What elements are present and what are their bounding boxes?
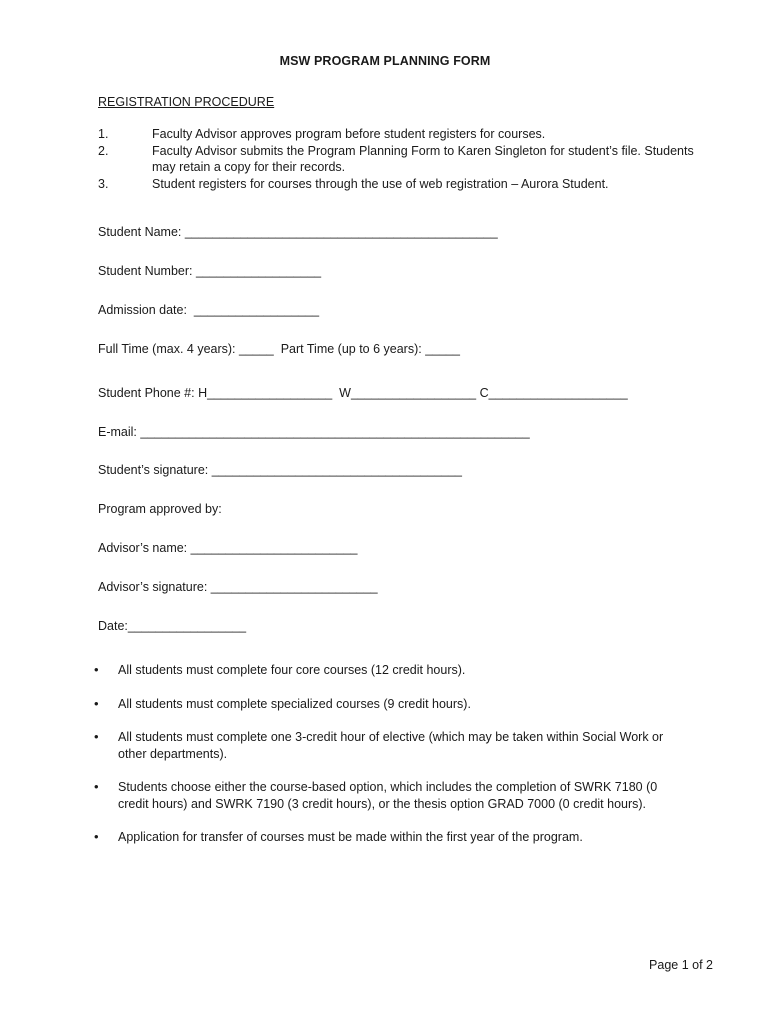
admission-date-field[interactable]: Admission date: __________________ <box>98 303 320 317</box>
registration-step <box>98 143 718 176</box>
registration-procedure-heading: REGISTRATION PROCEDURE <box>98 95 275 109</box>
student-number-field[interactable]: Student Number: __________________ <box>98 264 322 278</box>
requirement-text: All students must complete specialized courses (9 credit hours). <box>118 696 471 711</box>
requirement-text: Application for transfer of courses must be made within the first year of the program. <box>118 830 583 844</box>
time-status-field[interactable]: Full Time (max. 4 years): _____ Part Time (up to 6 years): _____ <box>98 342 460 356</box>
list-item <box>94 729 684 762</box>
step-number: 1. <box>98 127 109 141</box>
date-field[interactable]: Date:_________________ <box>98 619 247 633</box>
requirements-list <box>94 662 684 863</box>
list-item <box>94 829 684 846</box>
list-item <box>94 696 684 713</box>
advisor-signature-field[interactable]: Advisor’s signature: ________________________ <box>98 580 378 594</box>
requirement-text: All students must complete one 3-credit hour of elective (which may be taken within Social Work or other departments). <box>118 730 664 761</box>
student-signature-field[interactable]: Student’s signature: ____________________________________ <box>98 463 463 477</box>
program-approved-by-label: Program approved by: <box>98 502 222 516</box>
bullet-icon: • <box>94 829 99 844</box>
list-item <box>94 779 684 812</box>
email-field[interactable]: E-mail: ________________________________________________________ <box>98 425 530 439</box>
form-title: MSW PROGRAM PLANNING FORM <box>279 54 491 68</box>
step-text: Faculty Advisor submits the Program Planning Form to Karen Singleton for student’s file. Students may retain a copy for their records. <box>152 143 694 174</box>
bullet-icon: • <box>94 695 99 711</box>
advisor-name-field[interactable]: Advisor’s name: ________________________ <box>98 541 358 555</box>
student-phone-field[interactable]: Student Phone #: H__________________ W__________________ C____________________ <box>98 386 628 400</box>
registration-steps-list <box>98 126 718 192</box>
requirement-text: All students must complete four core courses (12 credit hours). <box>118 663 466 677</box>
page-indicator: Page 1 of 2 <box>649 958 713 972</box>
bullet-icon: • <box>94 779 99 794</box>
registration-step <box>98 126 718 143</box>
requirement-text: Students choose either the course-based option, which includes the completion of SWRK 7180 (0 credit hours) and SWRK 7190 (3 credit hours), or the thesis option GRAD 7000 (0 credit hours). <box>118 780 658 811</box>
step-number: 2. <box>98 143 109 158</box>
bullet-icon: • <box>94 729 99 744</box>
list-item <box>94 662 684 679</box>
step-text: Student registers for courses through the use of web registration – Aurora Student. <box>152 176 609 191</box>
bullet-icon: • <box>94 662 99 677</box>
step-number: 3. <box>98 176 109 191</box>
registration-step <box>98 176 718 193</box>
student-name-field[interactable]: Student Name: _____________________________________________ <box>98 225 498 239</box>
step-text: Faculty Advisor approves program before student registers for courses. <box>152 127 546 141</box>
